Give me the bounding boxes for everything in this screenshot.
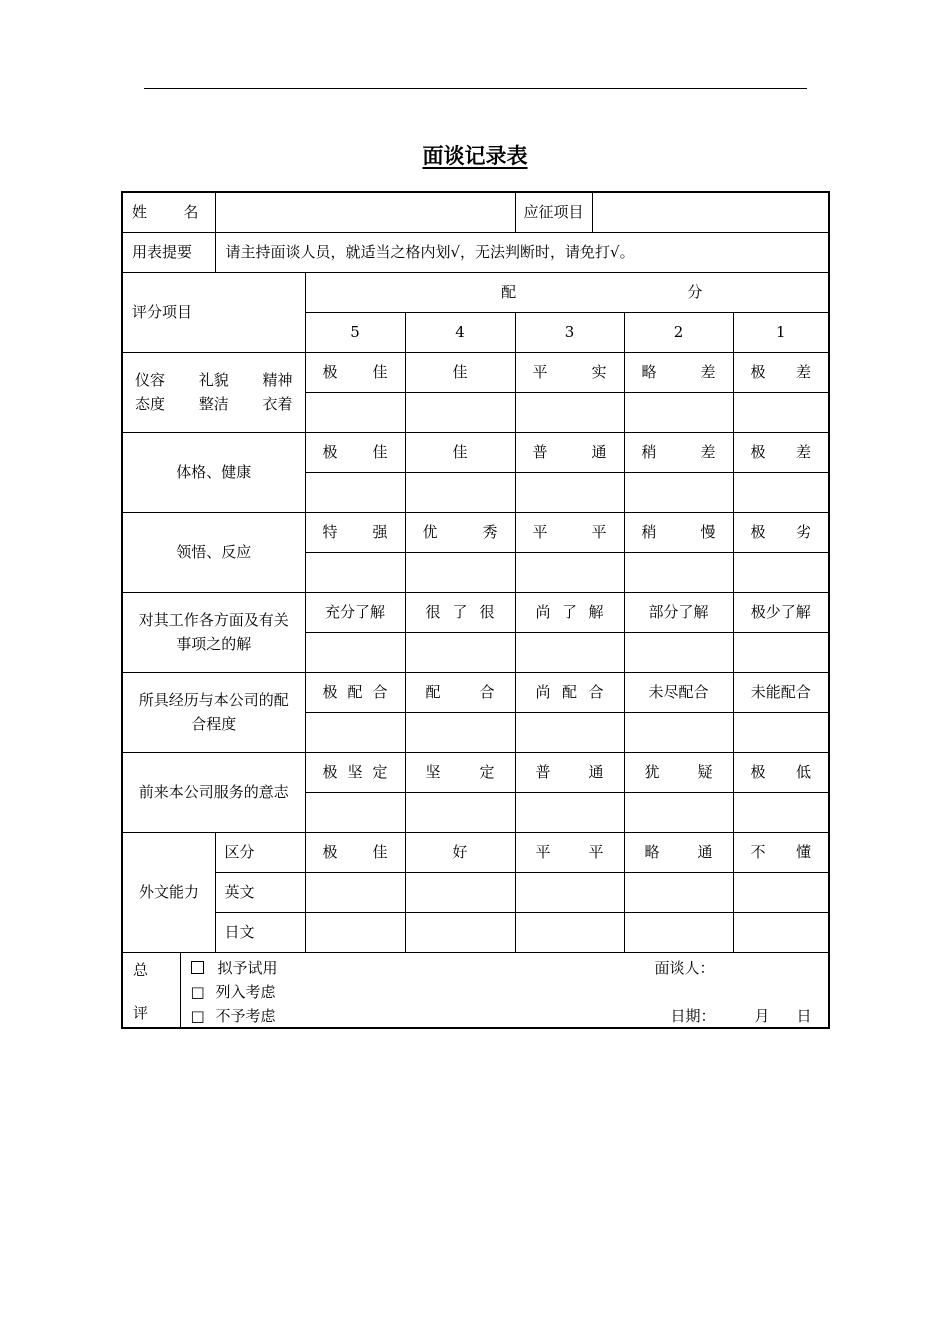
criterion-label: 所具经历与本公司的配合程度 (122, 673, 305, 753)
rating-label: 特 强 (305, 513, 405, 553)
name-row (122, 192, 829, 233)
rating-label: 极 差 (733, 433, 829, 473)
usage-label: 用表提要 (122, 233, 215, 273)
language-english: 英文 (215, 873, 305, 913)
check-cell[interactable] (405, 473, 515, 513)
position-cell (515, 192, 829, 233)
rating-label: 平 平 (515, 513, 624, 553)
item-label: 评分项目 (122, 273, 305, 353)
rating-label: 普 通 (515, 433, 624, 473)
rating-label: 极 佳 (305, 433, 405, 473)
check-cell[interactable] (733, 633, 829, 673)
rating-label: 极少了解 (733, 593, 829, 633)
checkbox-icon[interactable]: □ (190, 1007, 205, 1025)
check-cell[interactable] (733, 553, 829, 593)
option-consider[interactable]: □ 列入考虑 (191, 981, 276, 1004)
rating-label: 极 坚 定 (305, 753, 405, 793)
summary-row (122, 953, 829, 1029)
criterion-row (122, 673, 829, 713)
rating-label: 极 配 合 (305, 673, 405, 713)
criterion-label: 对其工作各方面及有关事项之的解 (122, 593, 305, 673)
rating-label: 略 通 (624, 833, 733, 873)
check-cell[interactable] (515, 553, 624, 593)
name-field[interactable] (215, 192, 515, 233)
rating-label: 未尽配合 (624, 673, 733, 713)
criterion-label: 前来本公司服务的意志 (122, 753, 305, 833)
rating-label: 佳 (405, 433, 515, 473)
check-cell[interactable] (305, 393, 405, 433)
check-cell[interactable] (515, 873, 624, 913)
usage-text: 请主持面谈人员，就适当之格内划√，无法判断时，请免打√。 (215, 233, 829, 273)
check-cell[interactable] (405, 553, 515, 593)
score-2: 2 (624, 313, 733, 353)
rating-label: 极 低 (733, 753, 829, 793)
criterion-label: 仪容 礼貌 精神 态度 整洁 衣着 (122, 353, 305, 433)
score-4: 4 (405, 313, 515, 353)
rating-label: 尚 配 合 (515, 673, 624, 713)
language-label: 外 文 能 力 (122, 833, 215, 953)
criterion-row (122, 593, 829, 633)
rating-label: 部分了解 (624, 593, 733, 633)
score-1: 1 (733, 313, 829, 353)
option-reject[interactable]: □ 不予考虑 (191, 1005, 276, 1028)
top-rule (144, 88, 807, 89)
criterion-row (122, 433, 829, 473)
check-cell[interactable] (515, 913, 624, 953)
check-cell[interactable] (305, 553, 405, 593)
date-label: 日期： (670, 1007, 716, 1025)
check-cell[interactable] (305, 713, 405, 753)
score-header-row (122, 273, 829, 313)
language-row-japanese (122, 913, 829, 953)
usage-row (122, 233, 829, 273)
check-cell[interactable] (624, 913, 733, 953)
rating-label: 好 (405, 833, 515, 873)
criterion-row (122, 753, 829, 793)
check-cell[interactable] (305, 873, 405, 913)
rating-label: 平 平 (515, 833, 624, 873)
check-cell[interactable] (405, 913, 515, 953)
rating-label: 配 合 (405, 673, 515, 713)
check-cell[interactable] (405, 873, 515, 913)
check-cell[interactable] (733, 913, 829, 953)
check-cell[interactable] (624, 633, 733, 673)
check-cell[interactable] (405, 713, 515, 753)
name-label: 姓 名 (122, 192, 215, 233)
check-cell[interactable] (624, 793, 733, 833)
check-cell[interactable] (305, 913, 405, 953)
position-field[interactable] (593, 193, 829, 232)
check-cell[interactable] (405, 393, 515, 433)
check-cell[interactable] (305, 633, 405, 673)
rating-label: 很 了 很 (405, 593, 515, 633)
month-label: 月 (754, 1007, 770, 1025)
day-label: 日 (796, 1007, 812, 1025)
language-sub-category: 区分 (215, 833, 305, 873)
score-3: 3 (515, 313, 624, 353)
language-japanese: 日文 (215, 913, 305, 953)
rating-label: 普 通 (515, 753, 624, 793)
language-row-category (122, 833, 829, 873)
summary-body (180, 953, 829, 1029)
check-cell[interactable] (405, 633, 515, 673)
criterion-label: 体格、健康 (122, 433, 305, 513)
rating-label: 佳 (405, 353, 515, 393)
interview-record-table (121, 191, 830, 1029)
check-cell[interactable] (405, 793, 515, 833)
check-cell[interactable] (733, 713, 829, 753)
check-cell[interactable] (515, 633, 624, 673)
check-cell[interactable] (515, 393, 624, 433)
rating-label: 犹 疑 (624, 753, 733, 793)
criterion-row (122, 353, 829, 393)
language-row-english (122, 873, 829, 913)
rating-label: 未能配合 (733, 673, 829, 713)
checkbox-icon[interactable]: □ (190, 983, 205, 1001)
check-cell[interactable] (624, 393, 733, 433)
score-label: 配 分 (305, 273, 829, 313)
position-label: 应征项目 (516, 193, 593, 232)
check-cell[interactable] (733, 873, 829, 913)
rating-label: 优 秀 (405, 513, 515, 553)
check-cell[interactable] (624, 473, 733, 513)
criterion-row (122, 513, 829, 553)
rating-label: 平 实 (515, 353, 624, 393)
page-title: 面谈记录表 (422, 144, 528, 168)
score-5: 5 (305, 313, 405, 353)
interviewer-label: 面谈人： (654, 959, 715, 977)
rating-label: 极 劣 (733, 513, 829, 553)
check-cell[interactable] (515, 793, 624, 833)
summary-label: 总 评 (122, 953, 180, 1029)
rating-label: 充分了解 (305, 593, 405, 633)
option-trial[interactable]: 拟予试用 (191, 957, 278, 980)
check-cell[interactable] (733, 393, 829, 433)
check-cell[interactable] (305, 473, 405, 513)
criterion-label: 领悟、反应 (122, 513, 305, 593)
rating-label: 坚 定 (405, 753, 515, 793)
checkbox-icon[interactable] (191, 961, 204, 974)
check-cell[interactable] (624, 553, 733, 593)
rating-label: 极 佳 (305, 353, 405, 393)
check-cell[interactable] (515, 473, 624, 513)
rating-label: 略 差 (624, 353, 733, 393)
check-cell[interactable] (624, 713, 733, 753)
check-cell[interactable] (515, 713, 624, 753)
check-cell[interactable] (733, 473, 829, 513)
rating-label: 尚 了 解 (515, 593, 624, 633)
rating-label: 极 差 (733, 353, 829, 393)
check-cell[interactable] (305, 793, 405, 833)
rating-label: 极 佳 (305, 833, 405, 873)
check-cell[interactable] (733, 793, 829, 833)
rating-label: 不 懂 (733, 833, 829, 873)
rating-label: 稍 差 (624, 433, 733, 473)
check-cell[interactable] (624, 873, 733, 913)
rating-label: 稍 慢 (624, 513, 733, 553)
